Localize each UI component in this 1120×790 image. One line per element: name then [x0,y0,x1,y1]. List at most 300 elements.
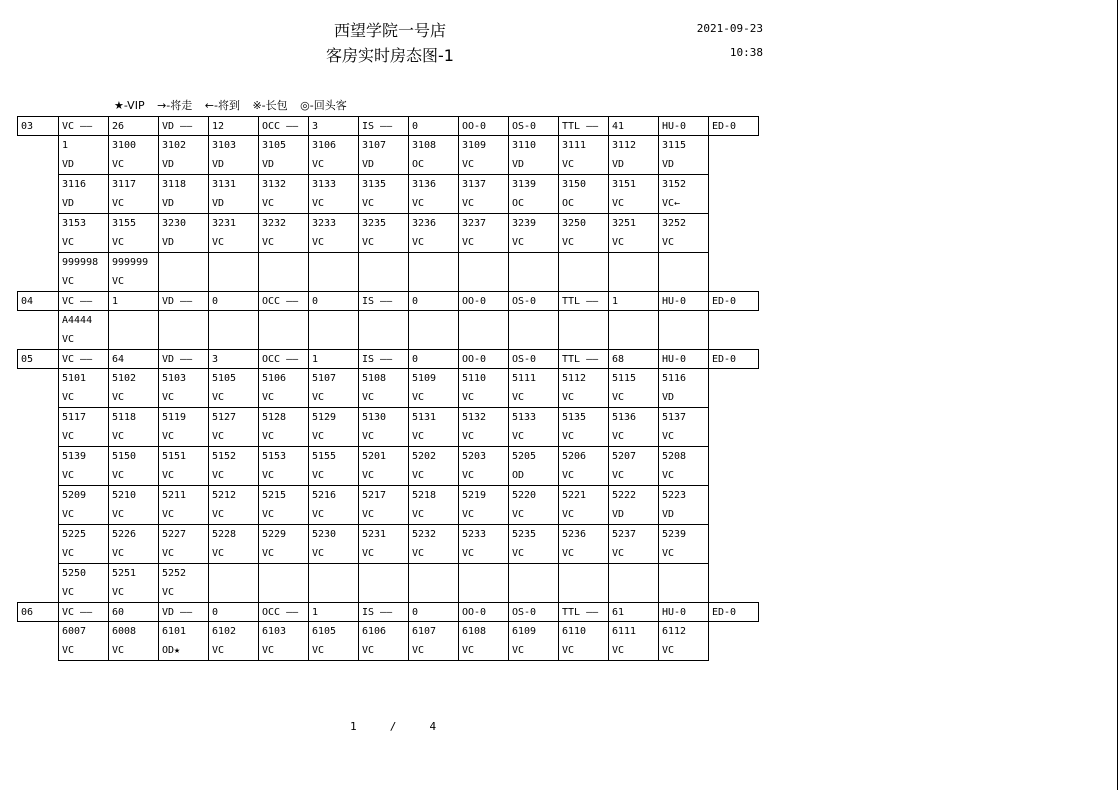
stat-ttl-count: 41 [608,116,659,136]
room-status: VC [462,237,475,248]
room-cell[interactable] [458,621,509,661]
room-cell[interactable] [108,446,159,486]
room-number: 3230 [162,218,187,229]
room-cell[interactable] [158,174,209,214]
room-number: 5229 [262,529,287,540]
room-number: 5212 [212,490,237,501]
floor-block [18,603,759,661]
room-cell[interactable] [308,368,359,408]
stat-ttl-label: TTL —— [558,291,609,311]
room-cell[interactable] [158,485,209,525]
room-cell[interactable] [508,213,559,253]
room-cell[interactable] [558,407,609,447]
room-number: 6105 [312,626,337,637]
room-number: 5108 [362,373,387,384]
room-status: VC [662,645,675,656]
room-cell[interactable] [458,213,509,253]
room-cell[interactable] [408,135,459,175]
room-cell[interactable] [258,524,309,564]
room-cell[interactable] [208,135,259,175]
room-status: VD [662,509,675,520]
empty-room-cell [258,563,309,603]
stat-occ-label: OCC —— [258,116,309,136]
empty-room-cell [608,252,659,292]
room-status: OC [562,198,575,209]
room-cell[interactable] [358,446,409,486]
stat-is-count: 0 [408,291,459,311]
empty-room-cell [608,310,659,350]
room-cell[interactable] [108,252,159,292]
room-cell[interactable] [58,407,109,447]
empty-room-cell [658,563,709,603]
room-status: VD [162,159,175,170]
room-number: 6109 [512,626,537,637]
empty-room-cell [158,310,209,350]
room-cell[interactable] [258,135,309,175]
room-status: OC [512,198,525,209]
room-cell[interactable] [608,368,659,408]
stat-oo-count: OO-0 [458,349,509,369]
empty-room-cell [408,563,459,603]
room-cell[interactable] [108,524,159,564]
room-cell[interactable] [158,407,209,447]
room-number: 3105 [262,140,287,151]
room-status: VC [562,392,575,403]
room-status: VC [462,392,475,403]
room-status: VC [112,431,125,442]
room-status: VD [162,237,175,248]
room-cell[interactable] [158,446,209,486]
report-time: 10:38 [729,46,763,59]
floor-summary-row [18,350,759,369]
room-number: 5237 [612,529,637,540]
room-number: 5225 [62,529,87,540]
room-cell[interactable] [558,368,609,408]
room-cell[interactable] [658,368,709,408]
room-cell[interactable] [158,563,209,603]
room-number: A4444 [62,315,93,326]
empty-room-cell [208,252,259,292]
room-cell[interactable] [58,621,109,661]
room-number: 5236 [562,529,587,540]
room-cell[interactable] [458,135,509,175]
room-cell[interactable] [108,485,159,525]
room-status: VC [62,548,75,559]
room-status: VC [162,548,175,559]
room-cell[interactable] [608,213,659,253]
room-status: OD [512,470,525,481]
room-cell[interactable] [658,524,709,564]
room-cell[interactable] [258,446,309,486]
room-status: VC [362,392,375,403]
page-separator: / [389,720,397,733]
room-cell[interactable] [208,368,259,408]
legend-returning-guest: ◎-回头客 [300,99,347,112]
stat-occ-count: 1 [308,602,359,622]
room-status: VC [212,392,225,403]
room-number: 3132 [262,179,287,190]
room-number: 3136 [412,179,437,190]
room-cell[interactable] [158,368,209,408]
room-status: VC [362,431,375,442]
room-cell[interactable] [258,407,309,447]
room-cell[interactable] [558,135,609,175]
room-cell[interactable] [458,524,509,564]
room-status: VD [62,159,75,170]
stat-vd-count: 0 [208,602,259,622]
room-status: VC [462,159,475,170]
room-grid-row [59,622,759,661]
stat-is-label: IS —— [358,116,409,136]
room-number: 5151 [162,451,187,462]
stat-vc-label: VC —— [58,291,109,311]
room-cell[interactable] [58,563,109,603]
room-status: VC [312,198,325,209]
room-status: VC [412,237,425,248]
room-cell[interactable] [108,563,159,603]
room-cell[interactable] [308,135,359,175]
room-number: 3250 [562,218,587,229]
room-cell[interactable] [558,446,609,486]
room-cell[interactable] [508,485,559,525]
room-number: 6007 [62,626,87,637]
room-cell[interactable] [158,524,209,564]
legend-departing: →-将走 [157,99,193,112]
room-status: VD [362,159,375,170]
room-status: VC [462,548,475,559]
empty-room-cell [308,563,359,603]
empty-room-cell [358,252,409,292]
room-cell[interactable] [208,407,259,447]
room-cell[interactable] [258,485,309,525]
room-status: VC [412,431,425,442]
room-cell[interactable] [108,174,159,214]
floor-block [18,292,759,350]
room-cell[interactable] [358,524,409,564]
room-status: VC [362,470,375,481]
room-cell[interactable] [158,135,209,175]
room-status: VC [362,198,375,209]
room-cell[interactable] [208,621,259,661]
room-cell[interactable] [258,621,309,661]
hotel-title: 西望学院一号店 [333,21,446,40]
floor-block [18,117,759,292]
room-cell[interactable] [58,310,109,350]
room-number: 5223 [662,490,687,501]
room-cell[interactable] [308,446,359,486]
room-status: VC [112,159,125,170]
room-cell[interactable] [558,485,609,525]
room-grid-row [59,564,759,603]
room-cell[interactable] [508,446,559,486]
room-number: 3117 [112,179,137,190]
stat-os-count: OS-0 [508,116,559,136]
room-cell[interactable] [608,446,659,486]
room-cell[interactable] [408,621,459,661]
room-status: VD [62,198,75,209]
room-cell[interactable] [208,524,259,564]
room-status: VC [112,548,125,559]
room-number: 5205 [512,451,537,462]
room-number: 3103 [212,140,237,151]
stat-vd-label: VD —— [158,602,209,622]
room-cell[interactable] [308,407,359,447]
room-cell[interactable] [308,485,359,525]
room-status: VC [212,645,225,656]
stat-hu-count: HU-0 [658,349,709,369]
empty-room-cell [408,310,459,350]
room-cell[interactable] [208,213,259,253]
room-cell[interactable] [258,368,309,408]
room-cell[interactable] [58,135,109,175]
stat-is-label: IS —— [358,602,409,622]
room-number: 5202 [412,451,437,462]
room-cell[interactable] [408,213,459,253]
stat-vc-label: VC —— [58,602,109,622]
room-cell[interactable] [358,485,409,525]
room-number: 5217 [362,490,387,501]
room-cell[interactable] [158,213,209,253]
room-status: VC [612,470,625,481]
room-number: 5219 [462,490,487,501]
room-number: 3115 [662,140,687,151]
room-cell[interactable] [108,135,159,175]
room-status: VC [462,470,475,481]
room-number: 3236 [412,218,437,229]
stat-ed-count: ED-0 [708,291,759,311]
room-number: 3133 [312,179,337,190]
room-status: VC [462,509,475,520]
room-status: VC [462,198,475,209]
empty-room-cell [308,252,359,292]
stat-os-count: OS-0 [508,291,559,311]
room-cell[interactable] [208,446,259,486]
room-status: VD [662,392,675,403]
room-status: VC [512,237,525,248]
room-cell[interactable] [608,485,659,525]
room-cell[interactable] [558,174,609,214]
room-status: VC [412,509,425,520]
room-number: 3108 [412,140,437,151]
room-cell[interactable] [558,524,609,564]
room-number: 5130 [362,412,387,423]
room-cell[interactable] [58,368,109,408]
room-number: 5231 [362,529,387,540]
room-cell[interactable] [358,368,409,408]
room-status: VD [512,159,525,170]
stat-ttl-label: TTL —— [558,602,609,622]
room-cell[interactable] [658,621,709,661]
room-number: 5216 [312,490,337,501]
room-cell[interactable] [508,174,559,214]
room-status: VC [212,470,225,481]
room-status: VC [312,509,325,520]
room-status: VC [662,470,675,481]
room-cell[interactable] [608,135,659,175]
empty-room-cell [358,310,409,350]
room-cell[interactable] [508,368,559,408]
room-grid-row [59,525,759,564]
room-cell[interactable] [358,174,409,214]
room-number: 5227 [162,529,187,540]
room-number: 3135 [362,179,387,190]
stat-ed-count: ED-0 [708,602,759,622]
room-status: OC [412,159,425,170]
room-status: VC [262,509,275,520]
stat-occ-count: 0 [308,291,359,311]
room-number: 5218 [412,490,437,501]
room-number: 3116 [62,179,87,190]
room-cell[interactable] [258,213,309,253]
room-cell[interactable] [58,485,109,525]
stat-vc-count: 60 [108,602,159,622]
room-number: 3252 [662,218,687,229]
room-cell[interactable] [58,213,109,253]
room-cell[interactable] [408,446,459,486]
room-grid-row [59,408,759,447]
stat-hu-count: HU-0 [658,116,709,136]
room-cell[interactable] [108,213,159,253]
room-cell[interactable] [58,446,109,486]
room-status: VC [612,548,625,559]
room-cell[interactable] [408,524,459,564]
room-cell[interactable] [608,621,659,661]
room-cell[interactable] [608,174,659,214]
stat-occ-label: OCC —— [258,349,309,369]
room-cell[interactable] [108,407,159,447]
room-cell[interactable] [558,213,609,253]
room-cell[interactable] [508,407,559,447]
room-cell[interactable] [408,174,459,214]
room-cell[interactable] [358,621,409,661]
room-number: 3112 [612,140,637,151]
room-grid-row [59,369,759,408]
stat-is-label: IS —— [358,349,409,369]
room-number: 5208 [662,451,687,462]
room-cell[interactable] [408,368,459,408]
room-cell[interactable] [258,174,309,214]
room-cell[interactable] [658,135,709,175]
room-number: 5118 [112,412,137,423]
legend-arriving: ←-将到 [204,99,240,112]
room-status: VC [362,645,375,656]
room-status: VC [112,509,125,520]
room-cell[interactable] [58,252,109,292]
room-cell[interactable] [458,407,509,447]
room-cell[interactable] [208,174,259,214]
room-cell[interactable] [58,174,109,214]
room-cell[interactable] [558,621,609,661]
room-number: 5155 [312,451,337,462]
room-cell[interactable] [458,485,509,525]
room-cell[interactable] [158,621,209,661]
empty-room-cell [108,310,159,350]
room-status: VC [312,431,325,442]
stat-ttl-label: TTL —— [558,116,609,136]
stat-vd-label: VD —— [158,291,209,311]
stat-hu-count: HU-0 [658,291,709,311]
stat-ed-count: ED-0 [708,349,759,369]
room-cell[interactable] [308,524,359,564]
room-number: 3152 [662,179,687,190]
empty-room-cell [258,252,309,292]
room-number: 3239 [512,218,537,229]
room-cell[interactable] [458,368,509,408]
stat-vc-count: 1 [108,291,159,311]
room-cell[interactable] [358,407,409,447]
room-number: 5101 [62,373,87,384]
room-cell[interactable] [308,174,359,214]
room-status: VC [162,587,175,598]
room-cell[interactable] [508,524,559,564]
room-number: 3231 [212,218,237,229]
room-number: 5222 [612,490,637,501]
room-cell[interactable] [458,174,509,214]
room-status: VC [212,431,225,442]
room-number: 3151 [612,179,637,190]
room-number: 3118 [162,179,187,190]
room-number: 999998 [62,257,99,268]
room-status: VC [262,645,275,656]
stat-occ-label: OCC —— [258,291,309,311]
empty-room-cell [458,310,509,350]
room-cell[interactable] [308,213,359,253]
room-number: 3137 [462,179,487,190]
room-number: 5105 [212,373,237,384]
room-cell[interactable] [608,524,659,564]
room-number: 6108 [462,626,487,637]
room-cell[interactable] [408,407,459,447]
room-cell[interactable] [508,621,559,661]
room-number: 5116 [662,373,687,384]
stat-vd-label: VD —— [158,116,209,136]
room-number: 5132 [462,412,487,423]
room-cell[interactable] [458,446,509,486]
room-cell[interactable] [108,368,159,408]
room-status: VC [162,431,175,442]
room-status: VC [162,470,175,481]
room-status: VC [462,431,475,442]
room-number: 5128 [262,412,287,423]
room-cell[interactable] [508,135,559,175]
stat-oo-count: OO-0 [458,602,509,622]
room-status: VD [612,509,625,520]
room-number: 3100 [112,140,137,151]
room-status: VC [112,198,125,209]
room-cell[interactable] [608,407,659,447]
room-status: VC [262,198,275,209]
room-cell[interactable] [658,407,709,447]
room-cell[interactable] [358,135,409,175]
room-cell[interactable] [208,485,259,525]
room-cell[interactable] [358,213,409,253]
room-cell[interactable] [408,485,459,525]
room-number: 999999 [112,257,149,268]
room-number: 5203 [462,451,487,462]
room-cell[interactable] [58,524,109,564]
stat-occ-count: 3 [308,116,359,136]
room-cell[interactable] [658,446,709,486]
room-cell[interactable] [658,485,709,525]
room-status: VC [412,548,425,559]
room-cell[interactable] [108,621,159,661]
room-cell[interactable] [658,213,709,253]
room-number: 3232 [262,218,287,229]
room-cell[interactable] [308,621,359,661]
room-cell[interactable] [658,174,709,214]
room-number: 5206 [562,451,587,462]
room-status: VC [562,470,575,481]
